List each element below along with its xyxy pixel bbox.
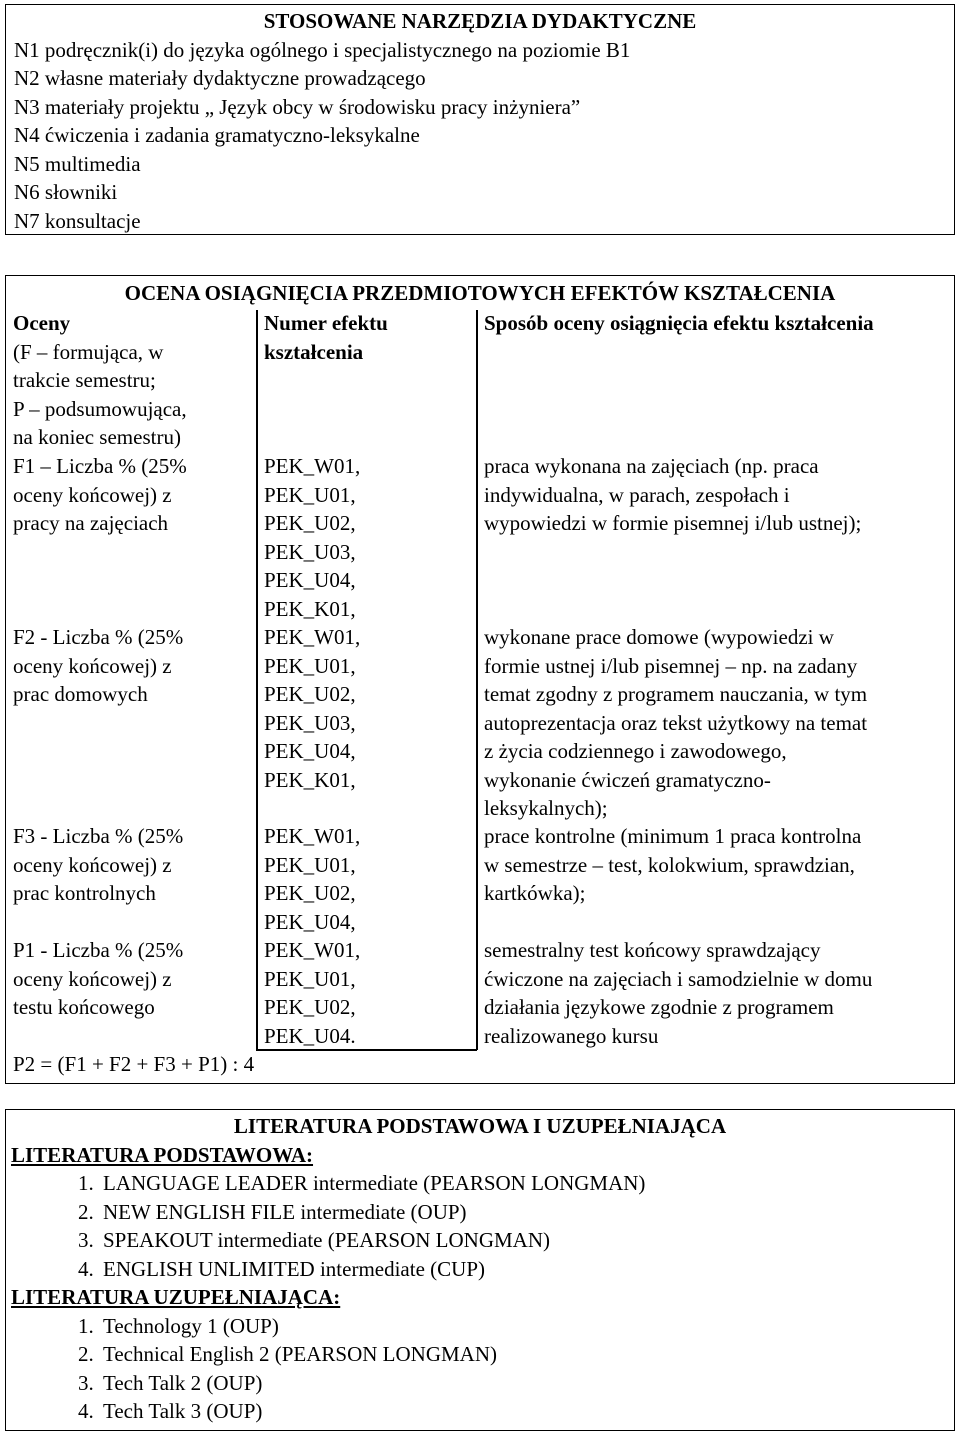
effect-code: PEK_W01,	[264, 454, 361, 478]
tools-item: N5 multimedia	[14, 151, 141, 176]
tools-item: N4 ćwiczenia i zadania gramatyczno-leksykalne	[14, 123, 420, 147]
literature-title: LITERATURA PODSTAWOWA I UZUPEŁNIAJĄCA	[233, 1114, 727, 1138]
list-item: 1. Technology 1 (OUP)	[99, 1312, 954, 1341]
list-item: 3. SPEAKOUT intermediate (PEARSON LONGMAN)	[99, 1226, 954, 1255]
header-grades-title: Oceny	[13, 311, 71, 335]
tools-item: N1 podręcznik(i) do języka ogólnego i specjalistycznego na poziomie B1	[14, 37, 631, 62]
method-line: w semestrze – test, kolokwium, sprawdzian,	[484, 852, 855, 877]
header-grades	[13, 309, 253, 452]
effect-code: PEK_W01,	[264, 625, 361, 649]
grade-cell-f1	[13, 452, 253, 538]
tools-item: N7 konsultacje	[14, 208, 141, 233]
method-line: z życia codziennego i zawodowego,	[484, 739, 787, 763]
method-line: prace kontrolne (minimum 1 praca kontrolna	[484, 824, 862, 848]
grade-line: prac kontrolnych	[13, 881, 156, 905]
grade-line: pracy na zajęciach	[13, 511, 169, 535]
tools-item: N2 własne materiały dydaktyczne prowadzącego	[14, 66, 426, 90]
grade-cell-f3	[13, 822, 253, 908]
grade-line: oceny końcowej) z	[13, 653, 172, 678]
method-line: kartkówka);	[484, 881, 586, 905]
list-item: 1. LANGUAGE LEADER intermediate (PEARSON LONGMAN)	[99, 1169, 954, 1198]
tools-item: N3 materiały projektu „ Język obcy w środowisku pracy inżyniera”	[14, 94, 581, 119]
effect-code: PEK_U01,	[264, 482, 356, 507]
effect-code: PEK_U02,	[264, 511, 356, 535]
effects-cell-f2	[264, 623, 474, 794]
effect-code: PEK_U01,	[264, 653, 356, 678]
grading-title: OCENA OSIĄGNIĘCIA PRZEDMIOTOWYCH EFEKTÓW KSZTAŁCENIA	[124, 281, 836, 305]
grade-line: F3 - Liczba % (25%	[13, 824, 184, 848]
method-cell-f3	[484, 822, 954, 908]
method-line: semestralny test końcowy sprawdzający	[484, 938, 821, 962]
header-method	[484, 309, 954, 338]
column-divider	[476, 310, 478, 1050]
basic-literature-list	[11, 1169, 954, 1283]
method-line: formie ustnej i/lub pisemnej – np. na zadany	[484, 653, 858, 678]
list-item: 3. Tech Talk 2 (OUP)	[99, 1369, 954, 1398]
method-line: wykonane prace domowe (wypowiedzi w	[484, 625, 834, 649]
effect-code: PEK_W01,	[264, 824, 361, 848]
header-effect-line: Numer efektu	[264, 311, 388, 335]
grade-line: oceny końcowej) z	[13, 966, 172, 991]
header-grades-line: (F – formująca, w	[13, 339, 164, 364]
effect-code: PEK_U03,	[264, 710, 356, 735]
grade-line: testu końcowego	[13, 995, 155, 1019]
grade-line: oceny końcowej) z	[13, 852, 172, 877]
method-cell-f1	[484, 452, 954, 538]
effect-code: PEK_U01,	[264, 852, 356, 877]
effect-code: PEK_U02,	[264, 995, 356, 1019]
effect-code: PEK_U02,	[264, 881, 356, 905]
header-effect-line: kształcenia	[264, 339, 364, 364]
didactic-tools-title: STOSOWANE NARZĘDZIA DYDAKTYCZNE	[263, 9, 697, 33]
header-grades-line: na koniec semestru)	[13, 425, 181, 449]
method-line: indywidualna, w parach, zespołach i	[484, 482, 790, 507]
basic-literature-heading: LITERATURA PODSTAWOWA:	[11, 1142, 314, 1167]
grading-section	[5, 275, 955, 1084]
grade-cell-p1	[13, 936, 253, 1022]
list-item: 2. NEW ENGLISH FILE intermediate (OUP)	[99, 1198, 954, 1227]
method-line: leksykalnych);	[484, 796, 608, 820]
final-grade-formula: P2 = (F1 + F2 + F3 + P1) : 4	[13, 1052, 255, 1076]
effect-code: PEK_U02,	[264, 682, 356, 706]
supplementary-literature-list	[11, 1312, 954, 1426]
list-item: 4. Tech Talk 3 (OUP)	[99, 1397, 954, 1426]
header-grades-line: P – podsumowująca,	[13, 396, 187, 421]
method-line: wykonanie ćwiczeń gramatyczno-	[484, 767, 771, 792]
effect-code: PEK_K01,	[264, 596, 356, 621]
effect-code: PEK_U03,	[264, 539, 356, 564]
grade-line: oceny końcowej) z	[13, 482, 172, 507]
effect-code: PEK_U04,	[264, 739, 356, 763]
column-divider	[256, 310, 258, 1050]
header-method-text: Sposób oceny osiągnięcia efektu kształcenia	[484, 311, 874, 335]
effect-code: PEK_U04,	[264, 568, 356, 592]
grade-cell-f2	[13, 623, 253, 709]
didactic-tools-section	[5, 4, 955, 235]
header-grades-line: trakcie semestru;	[13, 368, 156, 392]
grade-line: F2 - Liczba % (25%	[13, 625, 184, 649]
header-effect-number	[264, 309, 474, 366]
list-item: 2. Technical English 2 (PEARSON LONGMAN)	[99, 1340, 954, 1369]
supplementary-literature-heading: LITERATURA UZUPEŁNIAJĄCA:	[11, 1285, 341, 1309]
effects-cell-p1	[264, 936, 474, 1050]
effect-code: PEK_U04.	[264, 1023, 356, 1048]
tools-item: N6 słowniki	[14, 180, 118, 204]
method-cell-f2	[484, 623, 954, 823]
effect-code: PEK_U01,	[264, 966, 356, 991]
method-line: temat zgodny z programem nauczania, w tym	[484, 682, 868, 706]
method-line: działania językowe zgodnie z programem	[484, 995, 834, 1019]
grade-line: P1 - Liczba % (25%	[13, 938, 184, 962]
effects-cell-f3	[264, 822, 474, 936]
grade-line: prac domowych	[13, 682, 148, 706]
method-line: praca wykonana na zajęciach (np. praca	[484, 454, 819, 478]
literature-section	[5, 1109, 955, 1431]
method-line: ćwiczone na zajęciach i samodzielnie w domu	[484, 966, 873, 991]
effect-code: PEK_U04,	[264, 909, 356, 934]
list-item: 4. ENGLISH UNLIMITED intermediate (CUP)	[99, 1255, 954, 1284]
effect-code: PEK_W01,	[264, 938, 361, 962]
method-line: realizowanego kursu	[484, 1023, 659, 1048]
method-line: wypowiedzi w formie pisemnej i/lub ustnej);	[484, 511, 862, 535]
method-cell-p1	[484, 936, 954, 1050]
method-line: autoprezentacja oraz tekst użytkowy na temat	[484, 710, 868, 735]
grade-line: F1 – Liczba % (25%	[13, 454, 187, 478]
effect-code: PEK_K01,	[264, 767, 356, 792]
effects-cell-f1	[264, 452, 474, 623]
